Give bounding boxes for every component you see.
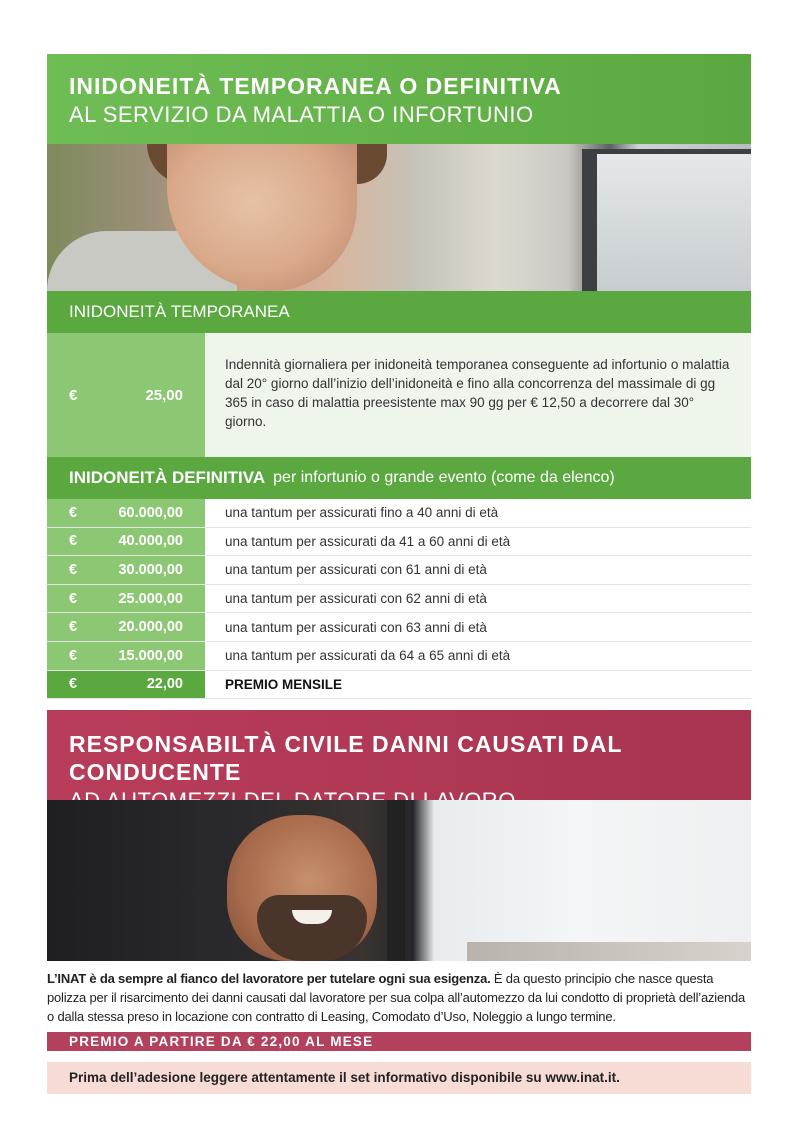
table-row bbox=[47, 556, 751, 585]
temporanea-row bbox=[47, 333, 751, 457]
row-description: una tantum per assicurati fino a 40 anni di età bbox=[205, 499, 751, 527]
currency-symbol: € bbox=[69, 676, 78, 693]
temporanea-amount: 25,00 bbox=[145, 386, 183, 404]
section2-title: RESPONSABILTÀ CIVILE DANNI CAUSATI DAL CONDUCENTE bbox=[69, 731, 622, 785]
intro-text: È da questo principio che nasce questa polizza per il risarcimento dei danni causati dal lavoratore per sua colpa all’automezzo da lui condotto di proprietà dell’azienda o dalla stessa preso in locazione con contratto di Leasing, Comodato d’Uso, Noleggio a lungo termine. bbox=[47, 971, 746, 1024]
currency-symbol: € bbox=[69, 561, 78, 578]
row-description: una tantum per assicurati con 61 anni di età bbox=[205, 556, 751, 584]
currency-symbol: € bbox=[69, 647, 78, 664]
table-row bbox=[47, 585, 751, 614]
table-row bbox=[47, 642, 751, 671]
row-amount: 30.000,00 bbox=[118, 561, 183, 578]
premio-mensile-row bbox=[47, 671, 751, 700]
currency-symbol: € bbox=[69, 619, 78, 636]
info-note: Prima dell’adesione leggere attentamente il set informativo disponibile su www.inat.it. bbox=[47, 1062, 751, 1094]
currency-symbol: € bbox=[69, 590, 78, 607]
row-description: una tantum per assicurati con 62 anni di età bbox=[205, 585, 751, 613]
row-description: una tantum per assicurati da 41 a 60 anni di età bbox=[205, 528, 751, 556]
table-row bbox=[47, 528, 751, 557]
row-description: una tantum per assicurati con 63 anni di età bbox=[205, 613, 751, 641]
man-at-computer-photo bbox=[47, 144, 751, 291]
section2-paragraph bbox=[47, 969, 751, 1026]
definitiva-heading: INIDONEITÀ DEFINITIVA bbox=[69, 468, 266, 487]
temporanea-amount-cell bbox=[47, 333, 205, 457]
temporanea-description: Indennità giornaliera per inidoneità temporanea conseguente ad infortunio o malattia dal 20° giorno dall’inizio dell’inidoneità e fino alla concorrenza del massimale di gg 365 in caso di malattia preesistente max 90 gg per € 12,50 a decorrere dal 30° giorno. bbox=[205, 333, 751, 457]
currency-symbol: € bbox=[69, 386, 78, 404]
row-amount: 25.000,00 bbox=[118, 590, 183, 607]
premio-banner: PREMIO A PARTIRE DA € 22,00 AL MESE bbox=[47, 1032, 751, 1051]
smiling-driver-photo bbox=[47, 800, 751, 961]
row-description: PREMIO MENSILE bbox=[205, 671, 751, 699]
section1-header bbox=[47, 54, 751, 144]
table-row bbox=[47, 499, 751, 528]
row-amount: 15.000,00 bbox=[118, 647, 183, 664]
definitiva-heading-bar bbox=[47, 457, 751, 499]
row-amount: 60.000,00 bbox=[118, 504, 183, 521]
row-amount: 20.000,00 bbox=[118, 619, 183, 636]
currency-symbol: € bbox=[69, 533, 78, 550]
temporanea-heading: INIDONEITÀ TEMPORANEA bbox=[69, 302, 290, 321]
row-amount: 22,00 bbox=[146, 676, 183, 693]
section1-title: INIDONEITÀ TEMPORANEA O DEFINITIVA bbox=[69, 73, 562, 99]
temporanea-heading-bar bbox=[47, 291, 751, 333]
currency-symbol: € bbox=[69, 504, 78, 521]
definitiva-subheading: per infortunio o grande evento (come da elenco) bbox=[273, 469, 615, 486]
table-row bbox=[47, 613, 751, 642]
section1-subtitle: AL SERVIZIO DA MALATTIA O INFORTUNIO bbox=[69, 102, 534, 127]
section2-header bbox=[47, 710, 751, 800]
row-amount: 40.000,00 bbox=[118, 533, 183, 550]
row-description: una tantum per assicurati da 64 a 65 anni di età bbox=[205, 642, 751, 670]
definitiva-table bbox=[47, 499, 751, 699]
intro-bold: L’INAT è da sempre al fianco del lavoratore per tutelare ogni sua esigenza. bbox=[47, 971, 491, 986]
